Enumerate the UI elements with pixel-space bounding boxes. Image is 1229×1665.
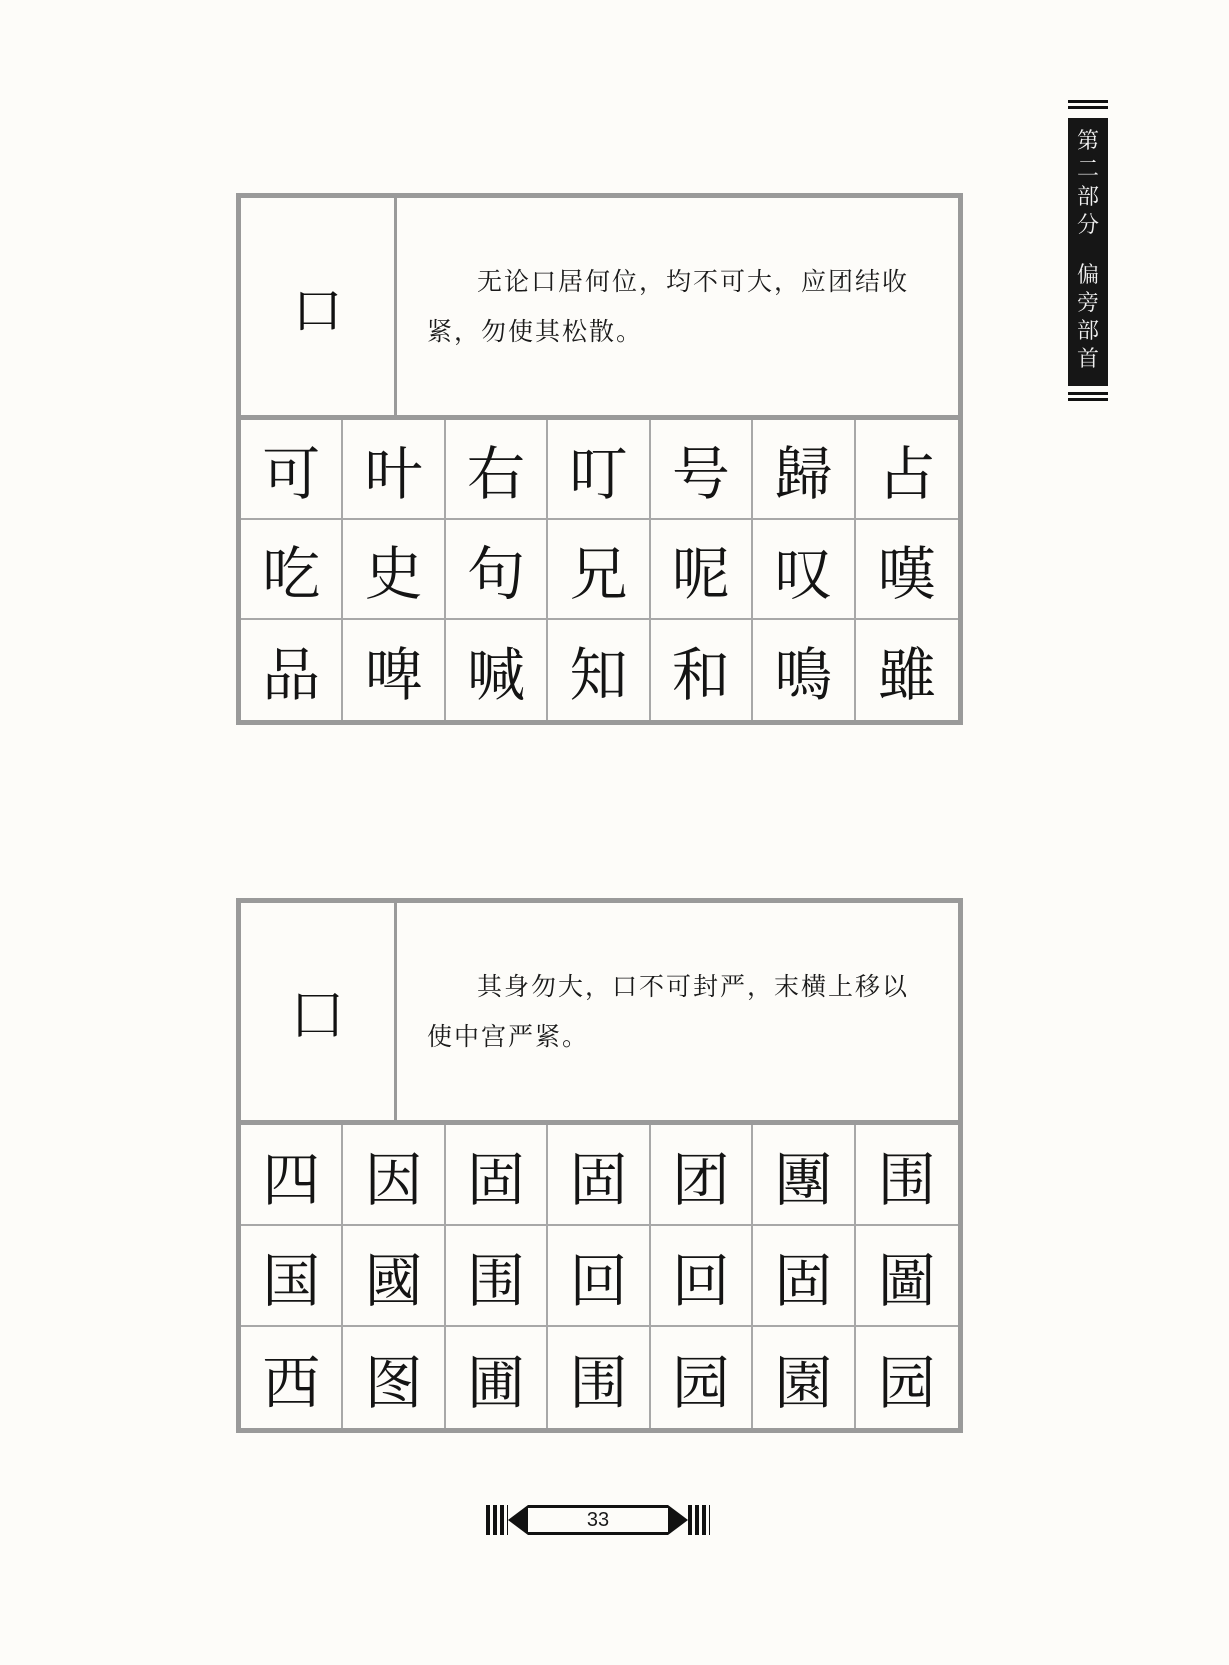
character-cell: 四	[241, 1125, 343, 1226]
character-grid	[241, 1125, 958, 1428]
character-cell: 史	[343, 520, 445, 620]
character-cell: 固	[753, 1226, 855, 1327]
footer-arrow-right-icon	[668, 1505, 688, 1535]
character-cell: 围	[446, 1226, 548, 1327]
character-cell: 叮	[548, 420, 650, 520]
character-cell: 知	[548, 620, 650, 720]
side-tab-char: 旁	[1076, 291, 1099, 316]
side-tab-top-bars	[1068, 100, 1108, 112]
section-side-tab	[1068, 100, 1108, 404]
character-cell: 雖	[877, 641, 936, 709]
radical-sample: 口	[241, 198, 397, 415]
footer-bars-right	[688, 1505, 710, 1535]
side-tab-char: 部	[1076, 185, 1099, 210]
lesson-description	[397, 198, 958, 415]
side-tab-part	[1077, 128, 1099, 240]
character-cell: 叹	[753, 520, 855, 620]
character-cell: 回	[548, 1226, 650, 1327]
character-cell: 国	[241, 1226, 343, 1327]
character-cell: 吃	[241, 520, 343, 620]
lesson-panel-wei	[236, 898, 963, 1433]
character-cell: 号	[651, 420, 753, 520]
side-tab-char: 偏	[1076, 263, 1099, 288]
character-cell: 啤	[343, 620, 445, 720]
character-cell: 围	[548, 1327, 650, 1428]
page-number: 33	[528, 1505, 668, 1535]
character-cell: 鳴	[753, 620, 855, 720]
footer-bars-left	[486, 1505, 508, 1535]
character-grid	[241, 420, 958, 720]
character-cell: 叶	[343, 420, 445, 520]
character-cell: 團	[753, 1125, 855, 1226]
character-cell: 因	[343, 1125, 445, 1226]
character-cell: 喊	[446, 620, 548, 720]
character-cell: 園	[753, 1327, 855, 1428]
footer-arrow-left-icon	[508, 1505, 528, 1535]
side-tab-char: 部	[1076, 319, 1099, 344]
side-tab-char: 分	[1076, 213, 1099, 238]
lesson-panel-kou	[236, 193, 963, 725]
character-cell: 可	[241, 420, 343, 520]
character-cell: 园	[651, 1327, 753, 1428]
character-cell: 國	[343, 1226, 445, 1327]
character-cell: 团	[651, 1125, 753, 1226]
character-cell: 呢	[651, 520, 753, 620]
character-cell: 圖	[856, 1226, 958, 1327]
character-cell: 和	[651, 620, 753, 720]
character-cell: 固	[446, 1125, 548, 1226]
lesson-header	[241, 198, 958, 420]
lesson-header	[241, 903, 958, 1125]
character-cell: 圃	[446, 1327, 548, 1428]
character-cell: 西	[241, 1327, 343, 1428]
character-cell: 园	[877, 1348, 936, 1417]
side-tab-char: 首	[1076, 347, 1099, 372]
character-cell: 固	[548, 1125, 650, 1226]
description-text: 无论口居何位，均不可大，应团结收紧，勿使其松散。	[427, 266, 910, 346]
character-cell: 句	[446, 520, 548, 620]
character-cell: 兄	[548, 520, 650, 620]
side-tab-body	[1068, 118, 1108, 386]
side-tab-char: 二	[1076, 157, 1099, 182]
radical-sample: 囗	[241, 903, 397, 1120]
character-cell: 嘆	[856, 520, 958, 620]
side-tab-title	[1077, 262, 1099, 374]
side-tab-bottom-bars	[1068, 392, 1108, 404]
character-cell: 右	[446, 420, 548, 520]
character-cell: 图	[343, 1327, 445, 1428]
side-tab-char: 第	[1076, 129, 1099, 154]
page-number-footer	[486, 1505, 710, 1535]
character-cell: 品	[241, 620, 343, 720]
character-cell: 占	[856, 420, 958, 520]
character-cell: 围	[856, 1125, 958, 1226]
character-cell: 回	[651, 1226, 753, 1327]
description-text: 其身勿大，口不可封严，末横上移以使中宫严紧。	[427, 971, 910, 1051]
character-cell: 歸	[753, 420, 855, 520]
lesson-description	[397, 903, 958, 1120]
